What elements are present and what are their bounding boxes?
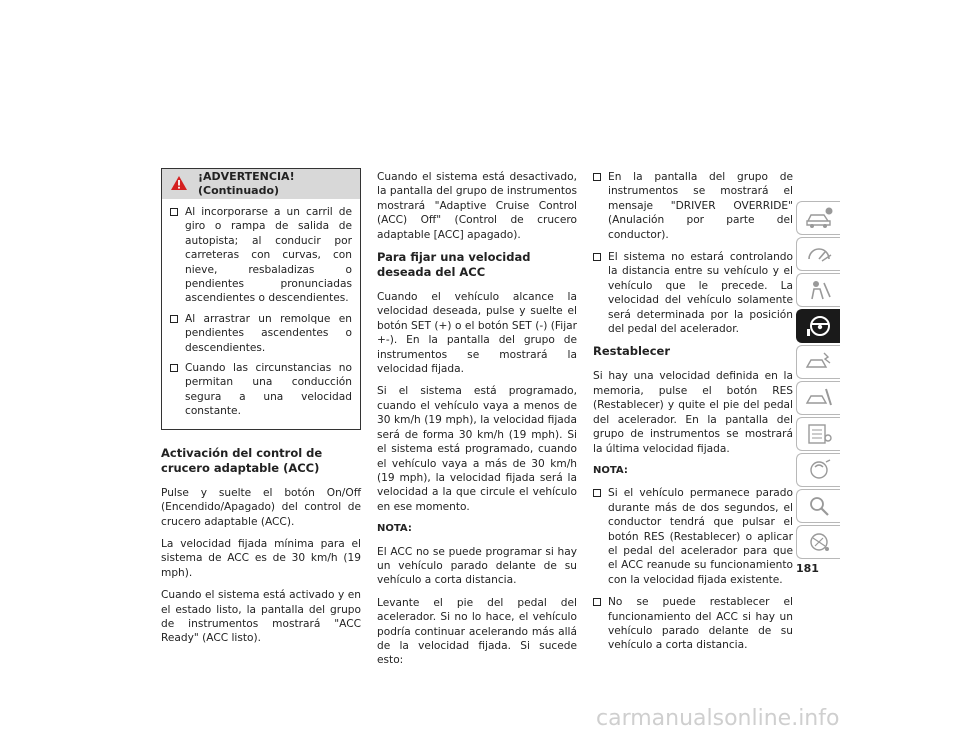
tab-instruments[interactable]: [796, 237, 840, 271]
tab-multimedia[interactable]: [796, 453, 840, 487]
list-item: Si el vehículo permanece parado durante más de dos segundos, el conductor tendrá que pulsar el botón RES (Restablecer) o aplicar el pedal del acelerador para que el ACC reanude su funcionamiento con la velocidad fijada existente.: [593, 486, 793, 587]
section-heading-set-speed: Para fijar una velocidad deseada del ACC: [377, 250, 531, 280]
checkbox-bullet-icon: [170, 364, 178, 372]
paragraph: Levante el pie del pedal del acelerador. Si no lo hace, el vehículo podría continuar acelerando más allá de la velocidad fijada. Si sucede esto:: [377, 596, 577, 667]
paragraph: Cuando el vehículo alcance la velocidad deseada, pulse y suelte el botón SET (+) o el botón SET (-) (Fijar +-). En la pantalla del grupo de instrumentos se mostrará la velocidad fijada.: [377, 291, 577, 376]
list-item: No se puede restablecer el funcionamiento del ACC si hay un vehículo parado delante de su vehículo a corta distancia.: [593, 595, 793, 653]
column-3: [593, 170, 793, 661]
language-icon: [804, 529, 834, 555]
paragraph: Si el sistema está programado, cuando el vehículo vaya a menos de 30 km/h (19 mph), la velocidad fijada será de forma 30 km/h (19 mph). Si el sistema está programado, cuando el vehículo vaya a más de 30 km/h (19 mph), la velocidad fijada será la velocidad a la que circule el vehículo en ese momento.: [377, 385, 577, 513]
tab-safety[interactable]: [796, 273, 840, 307]
checkbox-bullet-icon: [170, 208, 178, 216]
checkbox-bullet-icon: [593, 489, 601, 497]
tab-languages[interactable]: [796, 525, 840, 559]
override-list: [593, 170, 793, 336]
tab-service[interactable]: [796, 381, 840, 415]
tab-specs[interactable]: [796, 417, 840, 451]
checkbox-bullet-icon: [593, 173, 601, 181]
service-icon: [804, 385, 834, 411]
note-label: NOTA:: [593, 464, 628, 476]
column-1: [161, 168, 361, 654]
safety-icon: [804, 277, 834, 303]
note-list: [593, 486, 793, 652]
column-2: [377, 170, 577, 676]
watermark: carmanualsonline.info: [596, 706, 840, 731]
warning-header: [162, 169, 360, 199]
tab-driving[interactable]: [796, 309, 840, 343]
checkbox-bullet-icon: [593, 253, 601, 261]
section-heading-reset: Restablecer: [593, 344, 671, 359]
instrument-icon: [804, 241, 834, 267]
list-item: Al incorporarse a un carril de giro o rampa de salida de autopista; al conducir por carreteras con curvas, con nieve, resbaladizas o pendientes pronunciadas ascendientes o descendientes.: [170, 205, 352, 306]
paragraph: Cuando el sistema está activado y en el estado listo, la pantalla del grupo de instrumentos mostrará "ACC Ready" (ACC listo).: [161, 589, 361, 645]
specs-icon: [804, 421, 834, 447]
page-number: 181: [796, 562, 819, 575]
list-item: Cuando las circunstancias no permitan una conducción segura a una velocidad constante.: [170, 361, 352, 419]
search-icon: [804, 493, 834, 519]
checkbox-bullet-icon: [593, 598, 601, 606]
multimedia-icon: [804, 457, 834, 483]
warning-triangle-icon: [170, 175, 188, 191]
warning-box: [161, 168, 361, 430]
tab-emergency[interactable]: [796, 345, 840, 379]
note-text: El ACC no se puede programar si hay un vehículo parado delante de su vehículo a corta distancia.: [377, 545, 577, 587]
warning-list: [170, 205, 352, 419]
car-info-icon: [804, 205, 834, 231]
paragraph: Cuando el sistema está desactivado, la pantalla del grupo de instrumentos mostrará "Adaptive Cruise Control (ACC) Off" (Control de crucero adaptable [ACC] apagado).: [377, 171, 577, 241]
list-item: Al arrastrar un remolque en pendientes ascendentes o descendientes.: [170, 312, 352, 355]
paragraph: Pulse y suelte el botón On/Off (Encendido/Apagado) del control de crucero adaptable (ACC).: [161, 486, 361, 528]
list-item: En la pantalla del grupo de instrumentos se mostrará el mensaje "DRIVER OVERRIDE" (Anulación por parte del conductor).: [593, 170, 793, 242]
tab-index[interactable]: [796, 489, 840, 523]
note-label: NOTA:: [377, 523, 412, 535]
paragraph: La velocidad fijada mínima para el sistema de ACC es de 30 km/h (19 mph).: [161, 537, 361, 579]
crash-icon: [804, 349, 834, 375]
list-item: El sistema no estará controlando la distancia entre su vehículo y el vehículo que le precede. La velocidad del vehículo solamente será determinada por la posición del pedal del acelerador.: [593, 250, 793, 336]
chapter-tabs: [796, 201, 841, 561]
warning-title: ¡ADVERTENCIA! (Continuado): [198, 169, 295, 197]
tab-car-info[interactable]: [796, 201, 840, 235]
steering-wheel-icon: [804, 313, 834, 339]
checkbox-bullet-icon: [170, 315, 178, 323]
paragraph: Si hay una velocidad definida en la memoria, pulse el botón RES (Restablecer) y quite el pie del pedal del acelerador. En la pantalla del grupo de instrumentos se mostrará la última velocidad fijada.: [593, 370, 793, 455]
section-heading-acc-activation: Activación del control de crucero adaptable (ACC): [161, 445, 323, 475]
